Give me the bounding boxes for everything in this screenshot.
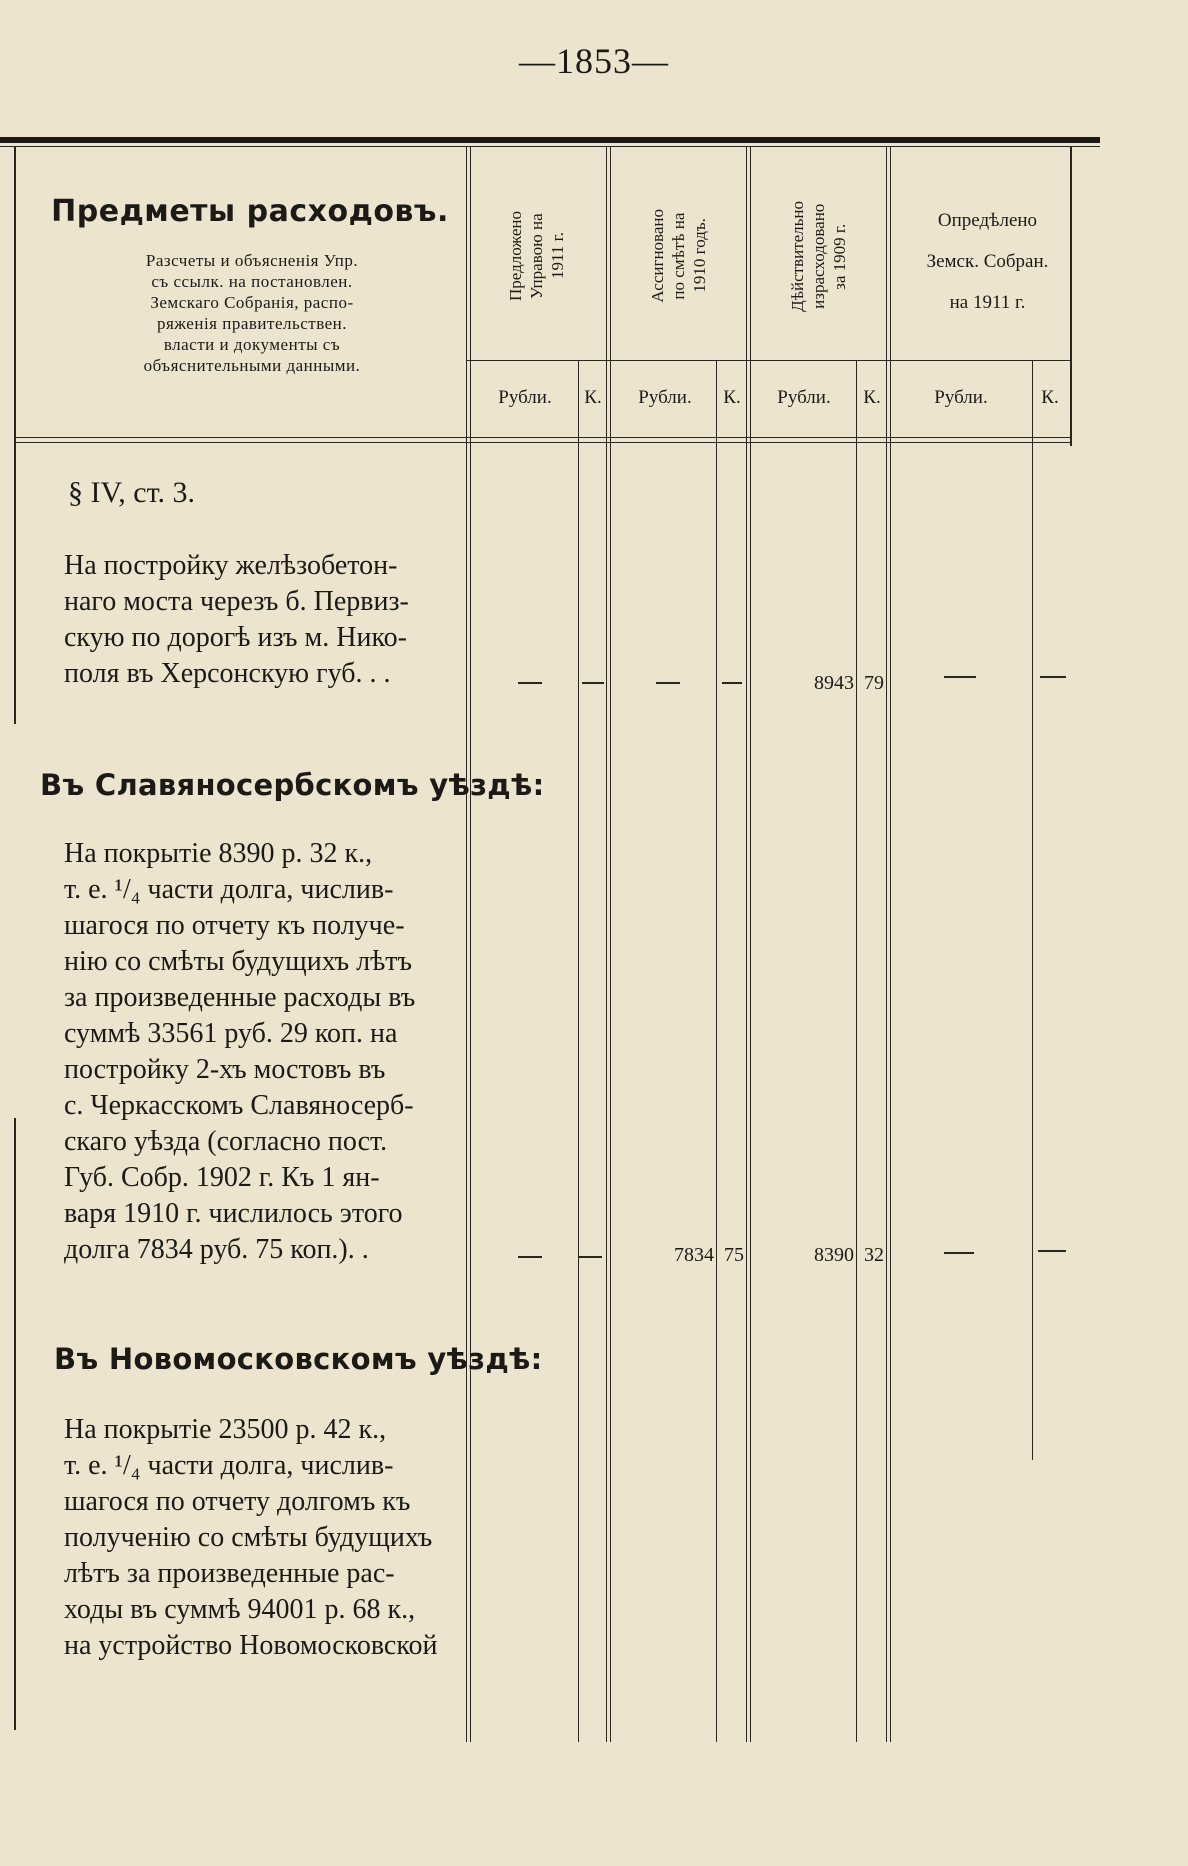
text-line: Губ. Собр. 1902 г. Къ 1 ян-: [64, 1162, 380, 1193]
header-title: Предметы расходовъ.: [51, 194, 449, 229]
header-sub-divider: [466, 360, 1070, 361]
actual-rubles: 8943: [814, 672, 854, 694]
column-divider: [610, 146, 611, 1742]
header-subtitle-line: съ ссылк. на постановлен.: [151, 272, 353, 291]
assigned-kop: 75: [724, 1244, 744, 1266]
text-line: На постройку желѣзобетон-: [64, 550, 398, 581]
text-line: постройку 2-хъ мостовъ въ: [64, 1054, 386, 1085]
text-line: на устройство Новомосковской: [64, 1630, 438, 1661]
dash: [518, 1256, 542, 1258]
rubles-label: Рубли.: [498, 387, 552, 408]
text-line: долга 7834 руб. 75 коп.). .: [64, 1234, 369, 1265]
header-subtitle-line: власти и документы съ: [163, 335, 341, 354]
text-line: скаго уѣзда (согласно пост.: [64, 1126, 388, 1157]
section-heading: § IV, ст. 3.: [68, 476, 195, 509]
column-divider: [1032, 360, 1033, 1460]
rubles-label: Рубли.: [934, 387, 988, 408]
text-line: нію со смѣты будущихъ лѣтъ: [64, 946, 413, 977]
column-divider: [890, 146, 891, 1742]
district-heading: Въ Новомосковскомъ уѣздѣ:: [54, 1342, 543, 1376]
text-line: скую по дорогѣ изъ м. Нико-: [64, 622, 407, 653]
column-divider: [746, 146, 747, 1742]
text-line: На покрытіе 23500 р. 42 к.,: [64, 1414, 387, 1445]
col-actual-header: Дѣйствительно израсходовано за 1909 г.: [787, 200, 849, 312]
text-line: т. е. ¹/₄ части долга, числив-: [64, 1450, 394, 1481]
text-line: т. е. ¹/₄ части долга, числив-: [64, 874, 394, 905]
header-subtitle-line: Земскаго Собранія, распо-: [150, 293, 354, 312]
kop-label: К.: [723, 387, 741, 408]
dash: [722, 682, 742, 684]
text-line: полученію со смѣты будущихъ: [64, 1522, 433, 1553]
top-rule-thin: [0, 146, 1100, 147]
column-divider: [750, 146, 751, 1742]
col-assigned-header: Ассигновано по смѣтѣ на 1910 годъ.: [647, 209, 709, 303]
text-line: шагося по отчету долгомъ къ: [64, 1486, 411, 1517]
entry-bridge-pervizskaya: [64, 548, 444, 692]
table-left-border: [14, 1118, 16, 1730]
dash: [944, 676, 976, 678]
column-divider: [606, 146, 607, 1742]
text-line: варя 1910 г. числилось этого: [64, 1198, 403, 1229]
col-proposed-header: Предложено Управою на 1911 г.: [505, 211, 567, 301]
column-divider: [466, 146, 467, 1742]
column-divider: [886, 146, 887, 1742]
text-line: лѣтъ за произведенные рас-: [64, 1558, 395, 1589]
header-subtitle-line: Разсчеты и объясненія Упр.: [145, 251, 359, 270]
dash: [944, 1252, 974, 1254]
table-left-border: [14, 146, 16, 724]
kop-label: К.: [584, 387, 602, 408]
dash: [1038, 1250, 1066, 1252]
text-line: наго моста черезъ б. Первиз-: [64, 586, 409, 617]
actual-kop: 32: [864, 1244, 884, 1266]
text-line: суммѣ 33561 руб. 29 коп. на: [64, 1018, 398, 1049]
dash: [656, 682, 680, 684]
rubles-label: Рубли.: [638, 387, 692, 408]
actual-kop: 79: [864, 672, 884, 694]
actual-rubles: 8390: [814, 1244, 854, 1266]
table-right-border: [1070, 146, 1072, 446]
text-line: за произведенные расходы въ: [64, 982, 416, 1013]
column-divider: [470, 146, 471, 1742]
text-line: шагося по отчету къ получе-: [64, 910, 405, 941]
header-bottom-rule: [14, 437, 1070, 438]
col-determined-line: Опредѣлено: [937, 210, 1038, 231]
header-subtitle-line: объяснительными данными.: [143, 356, 361, 375]
col-determined-header: [895, 200, 1080, 323]
text-line: с. Черкасскомъ Славяносерб-: [64, 1090, 414, 1121]
page-number: —1853—: [519, 41, 669, 81]
entry-slavyanoserbsk-debt: [64, 836, 444, 1268]
dash: [518, 682, 542, 684]
assigned-rubles: 7834: [674, 1244, 714, 1266]
dash: [1040, 676, 1066, 678]
column-divider: [716, 360, 717, 1742]
text-line: поля въ Херсонскую губ. . .: [64, 658, 391, 689]
text-line: ходы въ суммѣ 94001 р. 68 к.,: [64, 1594, 416, 1625]
dash: [582, 682, 604, 684]
top-rule: [0, 137, 1100, 143]
entry-novomoskovsk-debt: [64, 1412, 444, 1664]
rubles-label: Рубли.: [777, 387, 831, 408]
kop-label: К.: [1041, 387, 1059, 408]
col-determined-line: на 1911 г.: [949, 292, 1026, 313]
kop-label: К.: [863, 387, 881, 408]
header-bottom-rule: [14, 442, 1070, 443]
district-heading: Въ Славяносербскомъ уѣздѣ:: [40, 768, 545, 802]
column-divider: [578, 360, 579, 1742]
header-subtitle: [82, 250, 422, 376]
col-determined-line: Земск. Собран.: [926, 251, 1049, 272]
dash: [578, 1256, 602, 1258]
column-divider: [856, 360, 857, 1742]
header-subtitle-line: ряженія правительствен.: [156, 314, 348, 333]
text-line: На покрытіе 8390 р. 32 к.,: [64, 838, 373, 869]
